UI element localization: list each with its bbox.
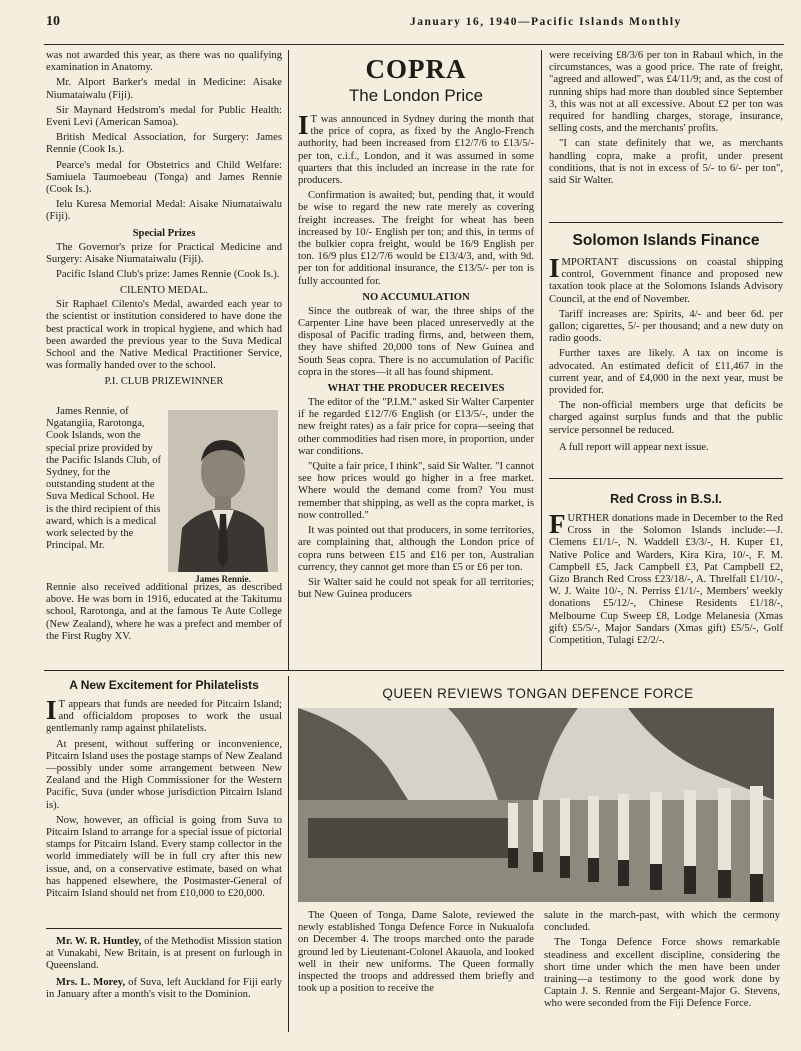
paragraph: Confirmation is awaited; but, pending that, it would be wise to regard the new rate merely as covering freight increases. The freight for wheat has been increased by 10/- English per ton; and this, in terms of the bulkier copra freight, would be 16/9 English per ton. 16/9 plus £12/7/6 would be £13/4/3, and, with 9d. per ton for additional insurance, the £13/5/- per ton is fully accounted for. <box>298 190 534 287</box>
paragraph: Pacific Island Club's prize: James Rennie (Cook Is.). <box>56 269 280 281</box>
section-heading: Special Prizes <box>132 227 196 239</box>
paragraph: "Quite a fair price, I think", said Sir Walter. "I cannot see how prices would go higher in a free market. Where would the demand come from? You must remember that shipping, as well as the copra market, is now controlled." <box>298 461 534 521</box>
article-title: Solomon Islands Finance <box>572 232 760 249</box>
paragraph: Now, however, an official is going from Suva to Pitcairn Island to arrange for a special issue of pictorial stamps for Pitcairn Island. Every stamp collector in the world immediately will be in full cry after this new issue, and, on a conservative estimate, based on what has happened elsewhere, the Postmaster-General of Pitcairn Island should net from £10,000 to £20,000. <box>46 814 282 900</box>
philatelists-article <box>46 676 282 903</box>
paragraph: The Governor's prize for Practical Medicine and Surgery: Aisake Niumataiwalu (Fiji). <box>46 241 282 265</box>
rennie-text <box>46 406 162 555</box>
column-rule <box>541 50 542 670</box>
paragraph: was not awarded this year, as there was no qualifying examination in Anatomy. <box>46 50 282 74</box>
copra-article <box>298 54 534 604</box>
left-column <box>46 50 282 390</box>
paragraph: FURTHER donations made in December to the Red Cross in the Solomon Islands include:—J. Clemens £1/1/-, N. Waddell £3/3/-, H. Kuper £1, Native Police and Warders, Kira Kira, 10/-, F. M. Campbell £5, Jack Campbell £3, Pat Campbell £2, Gizo Branch Red Cross £23/18/-, A. Threlfall £1/10/-, W. J. Waite 10/-, N. Perriss £1/1/-, Members' weekly donations £5/12/-, Chinese Residents £1/18/-, Melbourne Cup Sweep £8, Lodge Melanesia (Xmas gift) £5/5/-, Major Sandars (Xmas gift) £5/5/-, Golf Competition, Tulagi £2/2/-. <box>549 509 783 647</box>
personal-notes <box>46 936 282 1004</box>
paragraph: At present, without suffering or inconvenience, Pitcairn Island uses the postage stamps of New Zealand—possibly under some arrangement between New Zealand and the High Commissioner for the Western Pacific, Suva (under whose jurisdiction Pitcairn Island is). <box>46 738 282 811</box>
article-title: QUEEN REVIEWS TONGAN DEFENCE FORCE <box>382 686 694 701</box>
column-rule <box>288 50 289 670</box>
paragraph: Sir Maynard Hedstrom's medal for Public Health: Eveni Levi (American Samoa). <box>46 104 282 129</box>
tonga-text-right <box>544 910 780 1014</box>
paragraph: Sir Raphael Cilento's Medal, awarded each year to the scientist or institution considered to have done the best practical work in tropical hygiene, and which had been awarded the previous year to the Suva Medical School and the Native Medical Practitioner Service, was formally handed over to the school. <box>46 299 282 372</box>
section-rule <box>549 222 783 223</box>
note-name: Mrs. L. Morey, <box>56 976 126 988</box>
paragraph: The Queen of Tonga, Dame Salote, reviewed the newly established Tonga Defence Force in Nukualofa on December 4. The troops marched onto the parade ground led by Lieutenant-Colonel Akauola, and looked well in their new uniforms. The Queen formally inspected the troops and addressed them briefly and took up a position to receive the <box>298 910 534 995</box>
paragraph: James Rennie, of Ngatangiia, Rarotonga, Cook Islands, won the special prize provided by the Pacific Islands Club, of Sydney, for the outstanding student at the Suva Medical School. He is the third recipient of this award, which is a medical work selected by the Principal. Mr. <box>46 406 162 552</box>
column-rule <box>288 676 289 1032</box>
solomon-finance-article <box>549 230 783 457</box>
section-heading: P.I. CLUB PRIZEWINNER <box>104 376 224 388</box>
section-heading: NO ACCUMULATION <box>362 291 470 303</box>
page-number: 10 <box>46 14 60 29</box>
section-heading: CILENTO MEDAL. <box>119 285 209 297</box>
paragraph: Tariff increases are: Spirits, 4/- and beer 6d. per gallon; cigarettes, 5/- per thousand; and a new duty on radio goods. <box>549 308 783 345</box>
paragraph: "I can state definitely that we, as merchants handling copra, make a profit, under present conditions, that is not in excess of 5/- to 6/- per ton", said Sir Walter. <box>549 138 783 187</box>
paragraph: were receiving £8/3/6 per ton in Rabaul which, in the circumstances, was a good price. The rate of freight, "agreed and allowed", was £4/11/9; and, as the cost of running ships had more than doubled since September 3, this was not at all excessive. About £2 per ton was required for handling charges, storage, insurance, selling costs, and the merchants' profits. <box>549 50 783 135</box>
personal-note <box>46 936 282 973</box>
issue-date-line: January 16, 1940—Pacific Islands Monthly <box>410 16 682 28</box>
rennie-photo <box>168 410 278 572</box>
paragraph: The editor of the "P.I.M." asked Sir Walter Carpenter if he regarded £12/7/6 English (or £13/5/-, under the new freight rates) as a fair price for copra—seeing that other commodities had risen more, in proportion, under war conditions. <box>298 397 534 457</box>
note-text: of the Methodist Mission station at Vunakabi, New Britain, is at present on furlough in Queensland. <box>46 936 282 972</box>
paragraph: British Medical Association, for Surgery: James Rennie (Cook Is.). <box>46 132 282 156</box>
page-divider <box>44 670 784 671</box>
parade-illustration <box>298 708 774 902</box>
paragraph: Mr. Alport Barker's medal in Medicine: Aisake Niumataiwalu (Fiji). <box>46 77 282 101</box>
note-name: Mr. W. R. Huntley, <box>56 936 142 947</box>
paragraph: Since the outbreak of war, the three ships of the Carpenter Line have been placed unreservedly at the disposal of Pacific trading firms, and, between them, they have shifted 20,000 tons of New Guinea and South Seas copra. There is no accumulation of Pacific copra in the stores—it all has found shipment. <box>298 305 534 378</box>
paragraph: The non-official members urge that deficits be charged against surplus funds and that the public service personnel be reduced. <box>549 400 783 436</box>
note-text: of Suva, left Auckland for Fiji early in January after a month's visit to the Dominion. <box>46 976 282 1000</box>
paragraph: Rennie also received additional prizes, as described above. He was born in 1916, educated at the Takitumu school, Rarotonga, and at the famous Te Aute College (New Zealand), where he was a prefect and member of the First Rugby XV. <box>46 582 282 642</box>
paragraph: Ielu Kuresa Memorial Medal: Aisake Niumataiwalu (Fiji). <box>46 199 282 223</box>
tonga-text-left <box>298 910 534 998</box>
article-title: COPRA <box>365 54 467 84</box>
article-title: Red Cross in B.S.I. <box>610 492 722 506</box>
article-subtitle: The London Price <box>348 86 484 105</box>
paragraph: Pearce's medal for Obstetrics and Child Welfare: Samiuela Taumoebeau (Tonga) and James Rennie (Cook Is.). <box>46 159 282 196</box>
paragraph: IT was announced in Sydney during the month that the price of copra, as fixed by the Anglo-French authority, had been increased from £12/7/6 to £13/5/- per ton, c.i.f., London, and it was assumed in some quarters that this included an increase in the rate for producers. <box>298 110 534 187</box>
photo-caption: James Rennie. <box>195 574 251 584</box>
paragraph: It was pointed out that producers, in some territories, are complaining that, although the London price of copra runs between £15 and £16 per ton, Australian currency, they cannot get more than £5 or £6 per ton. <box>298 525 534 573</box>
header-rule <box>44 44 784 45</box>
paragraph: salute in the march-past, with which the cermony concluded. <box>544 910 780 934</box>
section-heading: WHAT THE PRODUCER RECEIVES <box>327 383 505 395</box>
section-rule <box>46 928 282 929</box>
article-title: A New Excitement for Philatelists <box>69 678 259 692</box>
rennie-text-continued <box>46 582 282 646</box>
tonga-parade-photo <box>298 708 774 902</box>
paragraph: A full report will appear next issue. <box>559 441 709 453</box>
red-cross-article <box>549 490 783 650</box>
paragraph: The Tonga Defence Force shows remarkable steadiness and excellent discipline, considering the short time under which the men have been under training—a testimony to the good work done by Captain J. S. Rennie and Sergeant-Major G. Stevens, who were seconded from the Fiji Defence Force. <box>544 937 780 1010</box>
section-rule <box>549 478 783 479</box>
paragraph: IT appears that funds are needed for Pitcairn Island; and officialdom proposes to work the usual gentlemanly ramp against philatelists. <box>46 695 282 735</box>
paragraph: Further taxes are likely. A tax on income is advocated. An estimated deficit of £11,467 in the current year, and of £4,000 in the next year, must be provided for. <box>549 348 783 397</box>
personal-note <box>46 977 282 1001</box>
copra-continued <box>549 50 783 190</box>
portrait-illustration <box>168 410 278 572</box>
paragraph: Sir Walter said he could not speak for all territories; but New Guinea producers <box>298 576 534 601</box>
paragraph: IMPORTANT discussions on coastal shipping control, Government finance and proposed new taxation took place at the Solomons Islands Advisory Council, at the end of November. <box>549 253 783 305</box>
